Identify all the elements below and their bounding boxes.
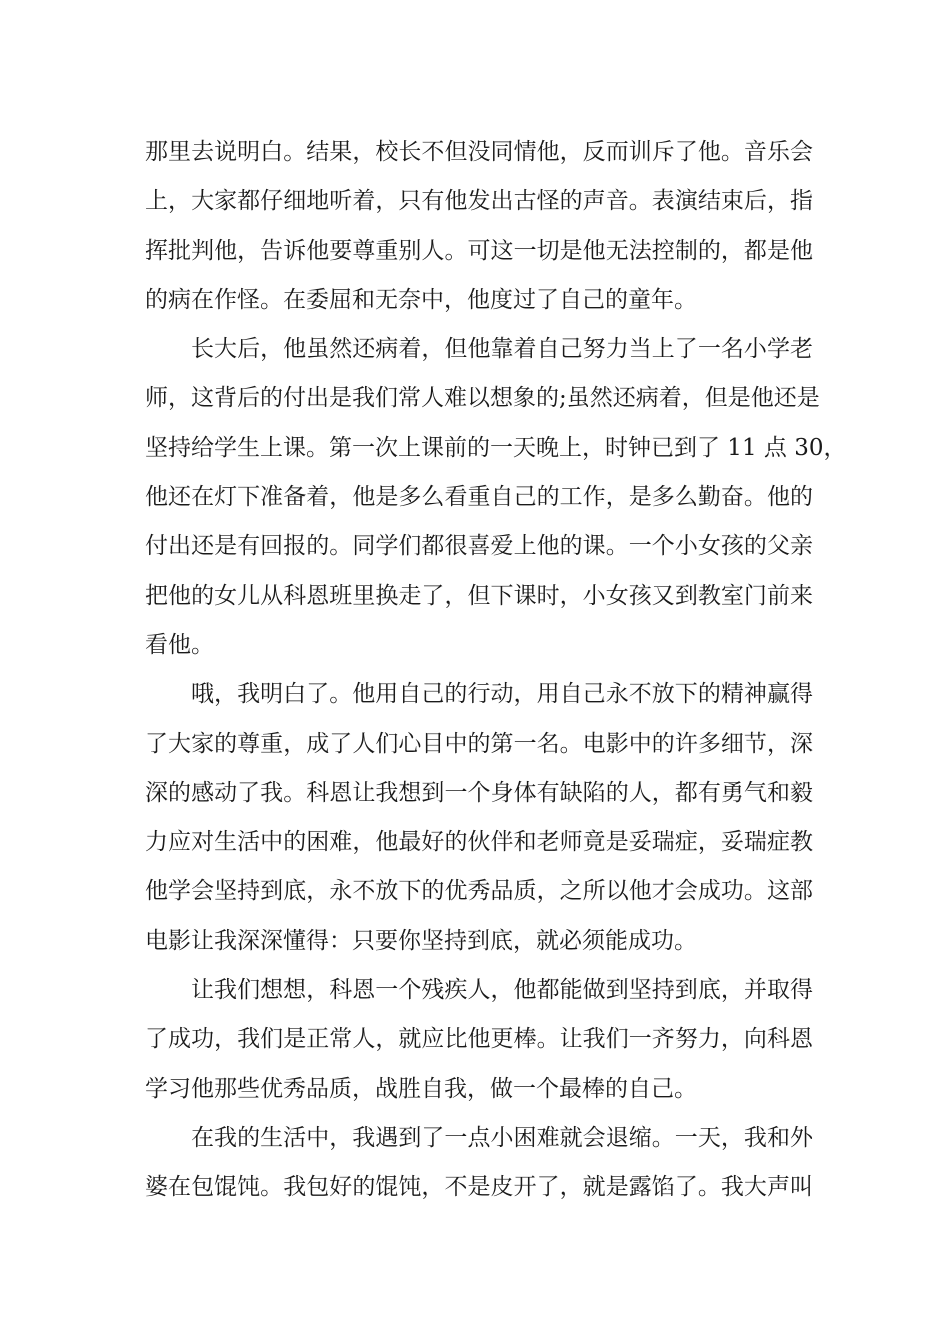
text-line: 深的感动了我。科恩让我想到一个身体有缺陷的人，都有勇气和毅 (145, 779, 813, 806)
text-line: 学习他那些优秀品质，战胜自我，做一个最棒的自己。 (145, 1075, 697, 1102)
text-line: 挥批判他，告诉他要尊重别人。可这一切是他无法控制的，都是他 (145, 237, 813, 264)
text-line: 力应对生活中的困难，他最好的伙伴和老师竟是妥瑞症，妥瑞症教 (145, 829, 813, 856)
text-line: 在我的生活中，我遇到了一点小困难就会退缩。一天，我和外 (191, 1124, 813, 1151)
body-text (145, 128, 847, 1213)
text-line: 哦，我明白了。他用自己的行动，用自己永不放下的精神赢得 (191, 681, 813, 708)
text-line: 他还在灯下准备着，他是多么看重自己的工作，是多么勤奋。他的 (145, 484, 813, 511)
text-line: 的病在作怪。在委屈和无奈中，他度过了自己的童年。 (145, 286, 697, 313)
text-line: 电影让我深深懂得：只要你坚持到底，就必须能成功。 (145, 927, 697, 954)
text-line: 把他的女儿从科恩班里换走了，但下课时，小女孩又到教室门前来 (145, 582, 813, 609)
text-line: 了成功，我们是正常人，就应比他更棒。让我们一齐努力，向科恩 (145, 1026, 813, 1053)
text-line: 他学会坚持到底，永不放下的优秀品质，之所以他才会成功。这部 (145, 878, 813, 905)
text-line: 师，这背后的付出是我们常人难以想象的;虽然还病着，但是他还是 (145, 385, 820, 412)
text-line: 付出还是有回报的。同学们都很喜爱上他的课。一个小女孩的父亲 (145, 533, 813, 560)
text-line: 长大后，他虽然还病着，但他靠着自己努力当上了一名小学老 (191, 336, 813, 363)
text-line: 了大家的尊重，成了人们心目中的第一名。电影中的许多细节，深 (145, 730, 813, 757)
text-line: 上，大家都仔细地听着，只有他发出古怪的声音。表演结束后，指 (145, 188, 813, 215)
text-line: 婆在包馄饨。我包好的馄饨，不是皮开了，就是露馅了。我大声叫 (145, 1174, 813, 1201)
text-line: 坚持给学生上课。第一次上课前的一天晚上，时钟已到了 11 点 30， (145, 434, 847, 461)
text-line: 那里去说明白。结果，校长不但没同情他，反而训斥了他。音乐会 (145, 139, 813, 165)
text-line: 让我们想想，科恩一个残疾人，他都能做到坚持到底，并取得 (191, 977, 813, 1004)
text-line: 看他。 (145, 631, 214, 658)
